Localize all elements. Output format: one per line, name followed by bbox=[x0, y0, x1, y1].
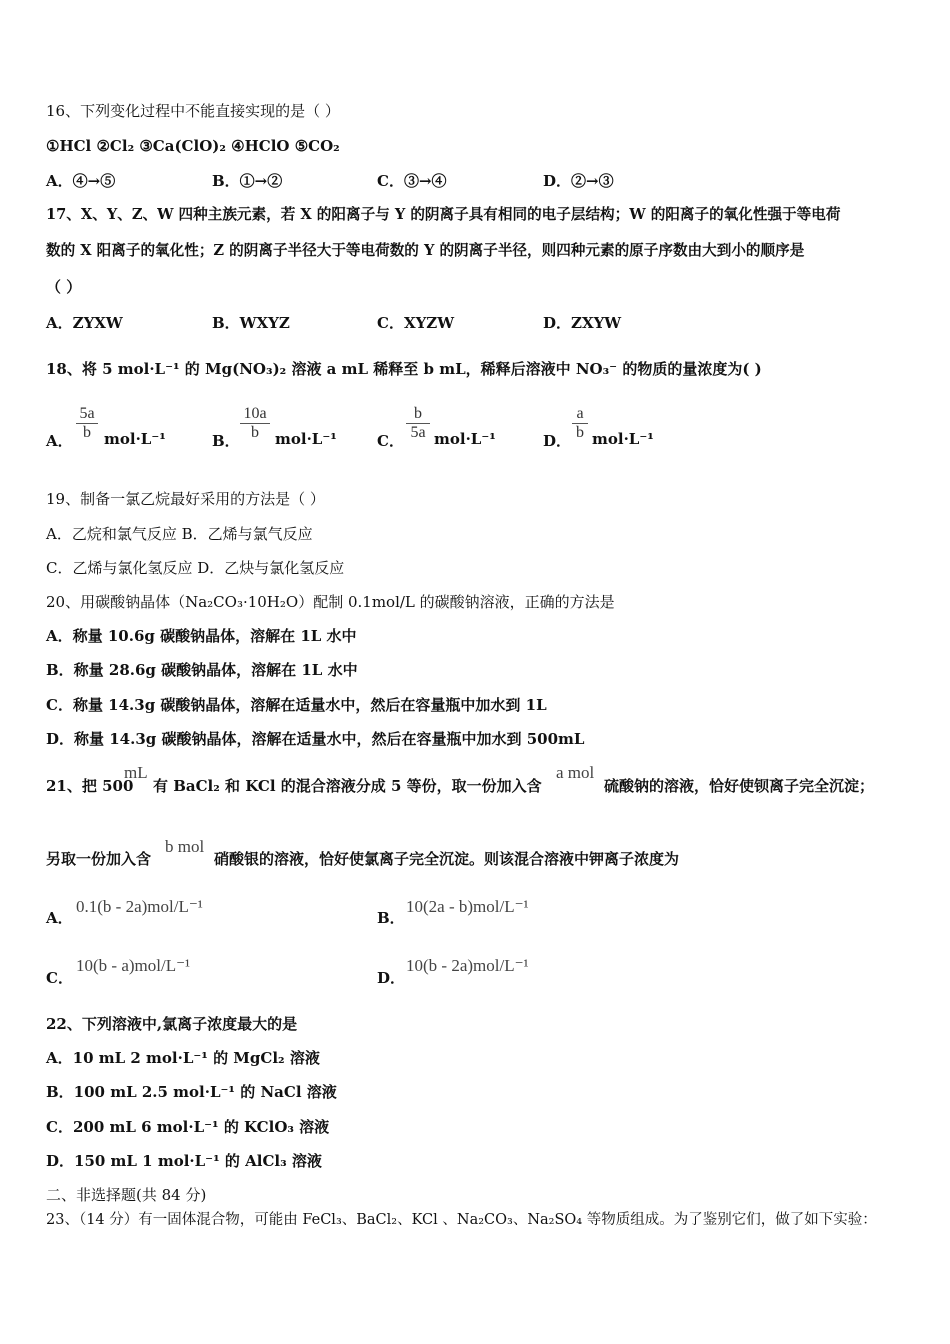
q18-option-b-fraction bbox=[240, 405, 270, 442]
q19-stem: 19、制备一氯乙烷最好采用的方法是（ ） bbox=[46, 490, 325, 508]
q18-option-a-fraction bbox=[76, 405, 98, 442]
fraction-denominator: b bbox=[83, 424, 91, 441]
q22-option-c: C．200 mL 6 mol·L⁻¹ 的 KClO₃ 溶液 bbox=[46, 1118, 330, 1136]
q21-text-part-4: 另取一份加入含 bbox=[46, 850, 152, 868]
q17-line-2: 数的 X 阳离子的氧化性；Z 的阴离子半径大于等电荷数的 Y 的阴离子半径，则四种元素的原子序数由大到小的顺序是 bbox=[46, 242, 805, 259]
q18-option-d-label: D． bbox=[543, 432, 572, 450]
q21-option-c-expression: 10(b - a)mol/L⁻¹ bbox=[76, 956, 191, 975]
fraction-denominator: 5a bbox=[410, 424, 426, 441]
q18-option-c-label: C． bbox=[377, 432, 404, 450]
q20-option-c: C．称量 14.3g 碳酸钠晶体，溶解在适量水中，然后在容量瓶中加水到 1L bbox=[46, 696, 547, 714]
fraction-numerator: b bbox=[406, 405, 430, 424]
q16-option-c: C．③→④ bbox=[377, 172, 447, 190]
q21-option-b-expression: 10(2a - b)mol/L⁻¹ bbox=[406, 897, 529, 916]
q21-text-part-1: 21、把 500 bbox=[46, 777, 134, 795]
q21-option-b-label: B． bbox=[377, 909, 405, 927]
q21-a-mol: a mol bbox=[556, 763, 595, 782]
q18-option-b-label: B． bbox=[212, 432, 240, 450]
q21-text-part-2: 有 BaCl₂ 和 KCl 的混合溶液分成 5 等份，取一份加入含 bbox=[153, 777, 542, 795]
fraction-denominator: b bbox=[251, 424, 259, 441]
q18-option-d-fraction bbox=[572, 405, 588, 442]
q23-stem: 23、（14 分）有一固体混合物，可能由 FeCl₃、BaCl₂、KCl 、Na₂CO₃、Na₂SO₄ 等物质组成。为了鉴别它们，做了如下实验： bbox=[46, 1212, 877, 1228]
q16-stem: 16、下列变化过程中不能直接实现的是（ ） bbox=[46, 102, 340, 120]
q17-line-3: （ ） bbox=[46, 278, 82, 296]
q19-options-row-1: A．乙烷和氯气反应 B．乙烯与氯气反应 bbox=[46, 525, 313, 543]
q18-option-b-unit: mol·L⁻¹ bbox=[275, 430, 337, 448]
q22-option-b: B．100 mL 2.5 mol·L⁻¹ 的 NaCl 溶液 bbox=[46, 1083, 337, 1101]
q18-option-a-unit: mol·L⁻¹ bbox=[104, 430, 166, 448]
section-2-heading: 二、非选择题(共 84 分) bbox=[46, 1186, 207, 1204]
q22-stem: 22、下列溶液中,氯离子浓度最大的是 bbox=[46, 1015, 298, 1033]
fraction-numerator: 5a bbox=[76, 405, 98, 424]
q21-text-part-3: 硫酸钠的溶液，恰好使钡离子完全沉淀； bbox=[604, 777, 875, 795]
q21-text-part-5: 硝酸银的溶液，恰好使氯离子完全沉淀。则该混合溶液中钾离子浓度为 bbox=[214, 850, 680, 868]
q21-option-a-expression: 0.1(b - 2a)mol/L⁻¹ bbox=[76, 897, 203, 916]
q22-option-a: A．10 mL 2 mol·L⁻¹ 的 MgCl₂ 溶液 bbox=[46, 1049, 320, 1067]
q17-option-c: C．XYZW bbox=[377, 314, 455, 332]
q19-options-row-2: C．乙烯与氯化氢反应 D．乙炔与氯化氢反应 bbox=[46, 559, 345, 577]
q16-option-d: D．②→③ bbox=[543, 172, 614, 190]
q20-stem: 20、用碳酸钠晶体（Na₂CO₃·10H₂O）配制 0.1mol/L 的碳酸钠溶液，正确的方法是 bbox=[46, 593, 615, 611]
q16-option-a: A．④→⑤ bbox=[46, 172, 116, 190]
q17-line-1: 17、X、Y、Z、W 四种主族元素，若 X 的阳离子与 Y 的阴离子具有相同的电子层结构；W 的阳离子的氧化性强于等电荷 bbox=[46, 206, 841, 223]
q18-option-c-unit: mol·L⁻¹ bbox=[434, 430, 496, 448]
q21-option-a-label: A． bbox=[46, 909, 73, 927]
q17-option-b: B．WXYZ bbox=[212, 314, 290, 332]
q20-option-b: B．称量 28.6g 碳酸钠晶体，溶解在 1L 水中 bbox=[46, 661, 358, 679]
fraction-numerator: a bbox=[572, 405, 588, 424]
q16-option-b: B．①→② bbox=[212, 172, 283, 190]
fraction-numerator: 10a bbox=[240, 405, 270, 424]
q21-b-mol: b mol bbox=[165, 837, 205, 856]
q21-ml-unit: mL bbox=[124, 763, 148, 782]
q18-option-c-fraction bbox=[406, 405, 430, 442]
q21-option-c-label: C． bbox=[46, 969, 73, 987]
q22-option-d: D．150 mL 1 mol·L⁻¹ 的 AlCl₃ 溶液 bbox=[46, 1152, 322, 1170]
q18-option-a-label: A． bbox=[46, 432, 73, 450]
q16-species: ①HCl ②Cl₂ ③Ca(ClO)₂ ④HClO ⑤CO₂ bbox=[46, 137, 340, 155]
q18-stem: 18、将 5 mol·L⁻¹ 的 Mg(NO₃)₂ 溶液 a mL 稀释至 b mL，稀释后溶液中 NO₃⁻ 的物质的量浓度为( ) bbox=[46, 360, 762, 378]
q17-option-d: D．ZXYW bbox=[543, 314, 622, 332]
q21-option-d-label: D． bbox=[377, 969, 406, 987]
q20-option-a: A．称量 10.6g 碳酸钠晶体，溶解在 1L 水中 bbox=[46, 627, 357, 645]
q20-option-d: D．称量 14.3g 碳酸钠晶体，溶解在适量水中，然后在容量瓶中加水到 500mL bbox=[46, 730, 585, 748]
fraction-denominator: b bbox=[576, 424, 584, 441]
q18-option-d-unit: mol·L⁻¹ bbox=[592, 430, 654, 448]
q21-option-d-expression: 10(b - 2a)mol/L⁻¹ bbox=[406, 956, 529, 975]
q17-option-a: A．ZYXW bbox=[46, 314, 123, 332]
